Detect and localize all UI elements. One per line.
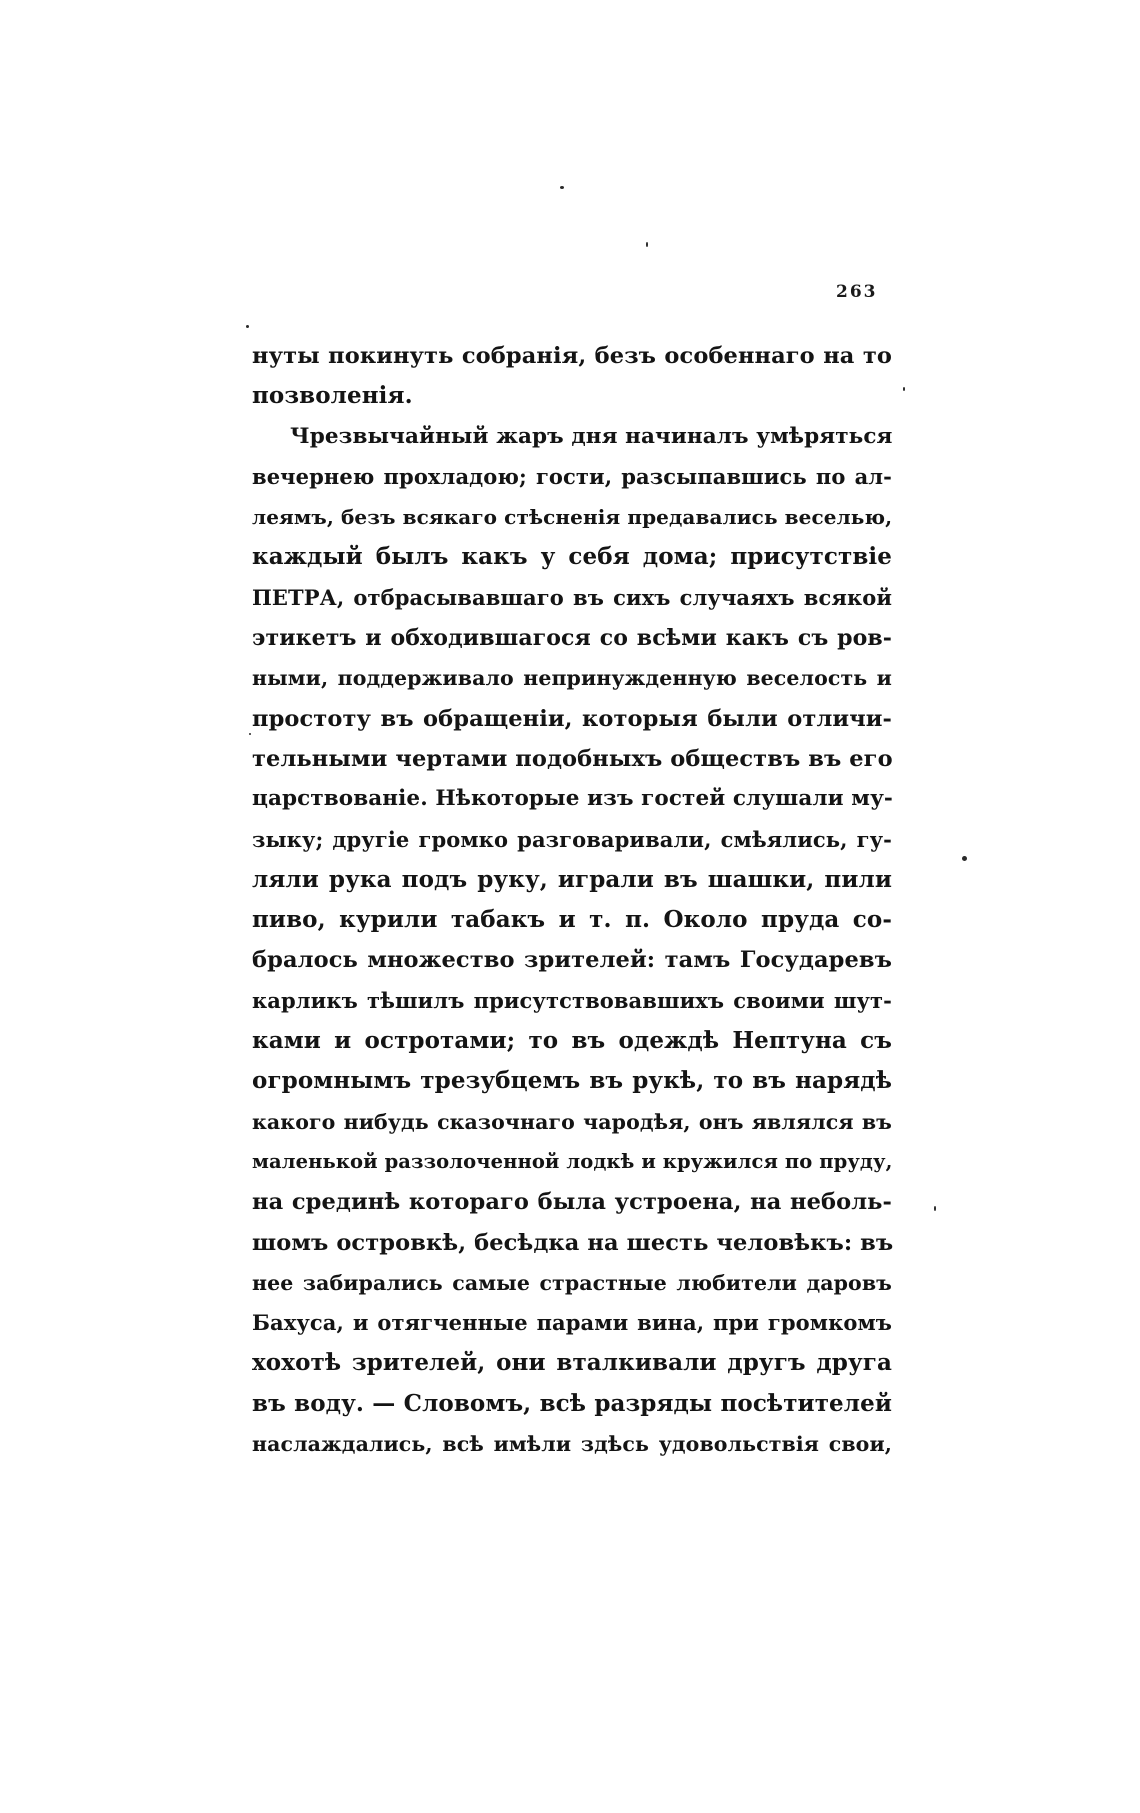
scan-speck <box>934 1206 936 1211</box>
body-text <box>252 336 892 1464</box>
text-line: какого нибудь сказочнаго чародѣя, онъ являлся въ <box>252 1109 892 1134</box>
text-line: маленькой раззолоченной лодкѣ и кружился по пруду, <box>252 1149 893 1173</box>
text-line: Бахуса, и отягченные парами вина, при громкомъ <box>252 1310 892 1336</box>
text-line: огромнымъ трезубцемъ въ рукѣ, то въ нарядѣ <box>252 1067 892 1095</box>
text-line: ляли рука подъ руку, играли въ шашки, пили <box>252 865 892 893</box>
text-line: ками и остротами; то въ одеждѣ Нептуна съ <box>252 1027 892 1055</box>
text-line: бралось множество зрителей: тамъ Государевъ <box>252 947 892 974</box>
text-line: хохотѣ зрителей, они вталкивали другъ друга <box>252 1349 892 1377</box>
text-line: на срединѣ котораго была устроена, на неболь- <box>252 1189 892 1216</box>
text-line: вечернею прохладою; гости, разсыпавшись по ал- <box>252 463 892 489</box>
text-line: шомъ островкѣ, бесѣдка на шесть человѣкъ: въ <box>252 1229 894 1256</box>
scan-speck <box>962 856 967 861</box>
text-line: нуты покинуть собранія, безъ особеннаго на то <box>252 343 892 369</box>
scan-speck <box>903 387 905 391</box>
scan-speck <box>646 242 648 247</box>
text-line: этикетъ и обходившагося со всѣми какъ съ ров- <box>252 625 892 652</box>
text-line: позволенія. <box>252 382 413 410</box>
text-line: тельными чертами подобныхъ обществъ въ его <box>252 745 893 772</box>
text-line: леямъ, безъ всякаго стѣсненія предавались веселью, <box>252 505 893 530</box>
text-line: нее забирались самые страстные любители даровъ <box>252 1270 892 1295</box>
text-line: ными, поддерживало непринужденную веселость и <box>252 666 892 691</box>
page-number: 263 <box>836 282 878 302</box>
text-line: зыку; другіе громко разговаривали, смѣялись, гу- <box>252 826 892 852</box>
text-line: царствованіе. Нѣкоторые изъ гостей слушали му- <box>252 786 893 812</box>
text-line: ПЕТРА, отбрасывавшаго въ сихъ случаяхъ всякой <box>252 584 892 610</box>
scan-speck <box>246 325 249 328</box>
text-line: простоту въ обращеніи, которыя были отличи- <box>252 705 892 732</box>
text-line: наслаждались, всѣ имѣли здѣсь удовольствія свои, <box>252 1432 892 1457</box>
text-line: пиво, курили табакъ и т. п. Около пруда со- <box>252 906 892 934</box>
scan-speck <box>249 733 251 735</box>
text-line: каждый былъ какъ у себя дома; присутствіе <box>252 543 892 571</box>
text-line: Чрезвычайный жаръ дня начиналъ умѣряться <box>290 423 893 449</box>
text-line: въ воду. — Словомъ, всѣ разряды посѣтителей <box>252 1389 892 1417</box>
text-line: карликъ тѣшилъ присутствовавшихъ своими шут- <box>252 987 892 1013</box>
scan-speck <box>560 186 564 189</box>
